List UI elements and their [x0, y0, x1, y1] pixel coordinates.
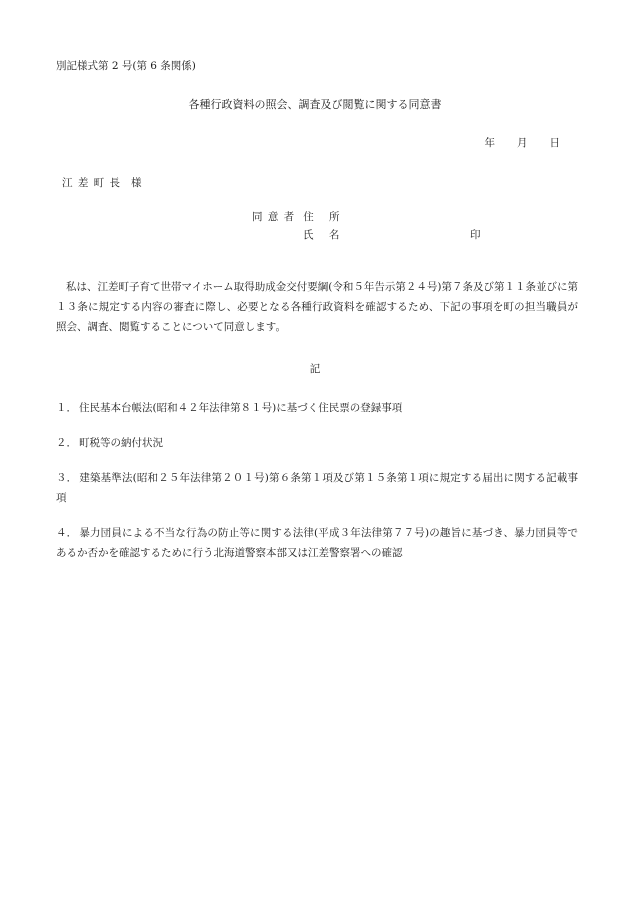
- item-number: ２．: [56, 437, 77, 449]
- consenter-label: 同 意 者: [252, 211, 296, 223]
- month-label: 月: [517, 137, 528, 149]
- ki-heading: 記: [309, 363, 321, 375]
- list-item: [56, 398, 578, 418]
- item-text: 暴力団員による不当な行為の防止等に関する法律(平成３年法律第７７号)の趣旨に基づき、暴力団員等であるか否かを確認するために行う北海道警察本部又は江差警察署への確認: [56, 527, 578, 559]
- year-label: 年: [484, 137, 495, 149]
- day-label: 日: [549, 137, 560, 149]
- item-number: ４．: [56, 527, 78, 539]
- item-text: 建築基準法(昭和２５年法律第２０１号)第６条第１項及び第１５条第１項に規定する届出に関する記載事項: [56, 472, 578, 504]
- item-number: ３．: [56, 472, 78, 484]
- addressee: [62, 175, 143, 190]
- address-label: 住 所: [303, 211, 346, 223]
- name-label: 氏 名: [303, 229, 346, 241]
- item-text: 町税等の納付状況: [79, 437, 163, 449]
- page-title: 各種行政資料の照会、調査及び閲覧に関する同意書: [188, 98, 442, 111]
- item-number: １．: [56, 402, 77, 414]
- list-item: [56, 468, 578, 508]
- consent-body-text: 私は、江差町子育て世帯マイホーム取得助成金交付要綱(令和５年告示第２４号)第７条及び第１１条並びに第１３条に規定する内容の審査に際し、必要となる各種行政資料を確認するため、下記の事項を町の担当職員が照会、調査、閲覧することについて同意します。: [56, 281, 578, 333]
- seal-label: 印: [470, 229, 481, 241]
- consenter-address-line: [252, 209, 346, 224]
- form-number: 別記様式第 2 号(第 6 条関係): [56, 60, 196, 72]
- item-text: 住民基本台帳法(昭和４２年法律第８１号)に基づく住民票の登録事項: [79, 402, 403, 414]
- list-item: [56, 433, 578, 453]
- date-line: [485, 135, 561, 150]
- addressee-name: 江 差 町 長: [62, 177, 122, 189]
- item-list: [56, 398, 578, 578]
- addressee-honorific: 様: [131, 177, 143, 189]
- list-item: [56, 523, 578, 563]
